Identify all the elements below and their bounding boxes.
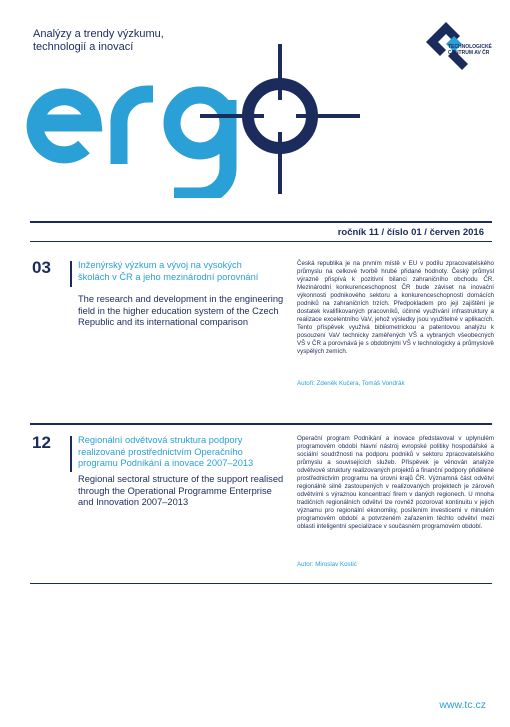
publisher-name [448, 44, 492, 56]
issue-info: ročník 11 / číslo 01 / červen 2016 [337, 227, 484, 238]
article-title-cs[interactable]: Regionální odvětvová struktura podpory realizované prostřednictvím Operačního programu Podnikání a inovace 2007–2013 [78, 435, 254, 468]
article-author: Autor: Miroslav Kostić [297, 561, 357, 568]
article-author: Autoři: Zdeněk Kučera, Tomáš Vondrák [297, 380, 405, 387]
tagline-line-2: technologií a inovací [33, 41, 134, 53]
article-title-cs[interactable]: Inženýrský výzkum a vývoj na vysokých školách v ČR a jeho mezinárodní porovnání [78, 260, 259, 282]
article-title-en: The research and development in the engineering field in the higher education system of the Czech Republic and its international comparison [78, 294, 284, 327]
section-rule [30, 423, 492, 425]
footer-url-link[interactable]: www.tc.cz [439, 699, 486, 711]
issue-rule [30, 241, 492, 242]
article-divider [70, 436, 72, 472]
article-item [30, 258, 492, 418]
crosshair-o-icon [200, 44, 360, 194]
article-number: 12 [32, 433, 51, 452]
article-divider [70, 261, 72, 287]
masthead-rule [30, 221, 492, 223]
tagline-line-1: Analýzy a trendy výzkumu, [33, 28, 164, 40]
article-title-en: Regional sectoral structure of the support realised through the Operational Programme Enterprise and Innovation 2007–2013 [78, 474, 284, 507]
publisher-line-2: CENTRUM AV ČR [448, 50, 490, 56]
article-number: 03 [32, 258, 51, 277]
article-abstract: Operační program Podnikání a inovace představoval v uplynulém programovém období hlavní nástroj evropské politiky hospodářské a sociální soudržnosti na podporu podniků v sektoru zpracovatelského průmyslu a souvisejících služeb. Příspěvek je věnován analýze odvětvové struktury realizovaných projektů a finanční podpory přidělené prostřednictvím programu na úrovni krajů ČR. Významná část odvětví regionálně silně zastoupených v realizovaných projektech je zároveň odvětvími s výraznou koncentrací firem v daných regionech. U mnoha tradičních regionálních odvětví lze rovněž pozorovat kontinuitu v jejich významu pro regionální ekonomiky, posílením investicemi v minulém programovém období a potvrzeném zařazením těchto odvětví mezi oblasti inteligentní specializace v současném programovém období. [297, 435, 494, 530]
publisher-line-1: TECHNOLOGICKÉ [448, 44, 492, 50]
article-item [30, 433, 492, 583]
article-abstract: Česká republika je na prvním místě v EU v podílu zpracovatelského průmyslu na celkové tvorbě hrubé přidané hodnoty. Český průmysl výrazně přispívá k pozitivní bilanci zahraničního obchodu ČR. Mezinárodní konkurenceschopnost ČR bude záviset na inovační výkonnosti podnikového sektoru a konkurenceschopnosti domácích podniků na zahraničních trzích. Předpokladem pro její zajištění je dostatek kvalifikovaných pracovníků, účinné využívání infrastruktury a realizace excelentního VaV, jehož výsledky jsou využitelné v aplikacích. Tento příspěvek využívá bibliometrickou a patentovou analýzu k posouzení VaV technicky zaměřených VŠ a vybraných všeobecných VŠ v ČR a porovnává je s obdobnými VŠ v technologicky a průmyslově vyspělých zemích. [297, 260, 494, 355]
section-rule-bottom [30, 583, 492, 584]
